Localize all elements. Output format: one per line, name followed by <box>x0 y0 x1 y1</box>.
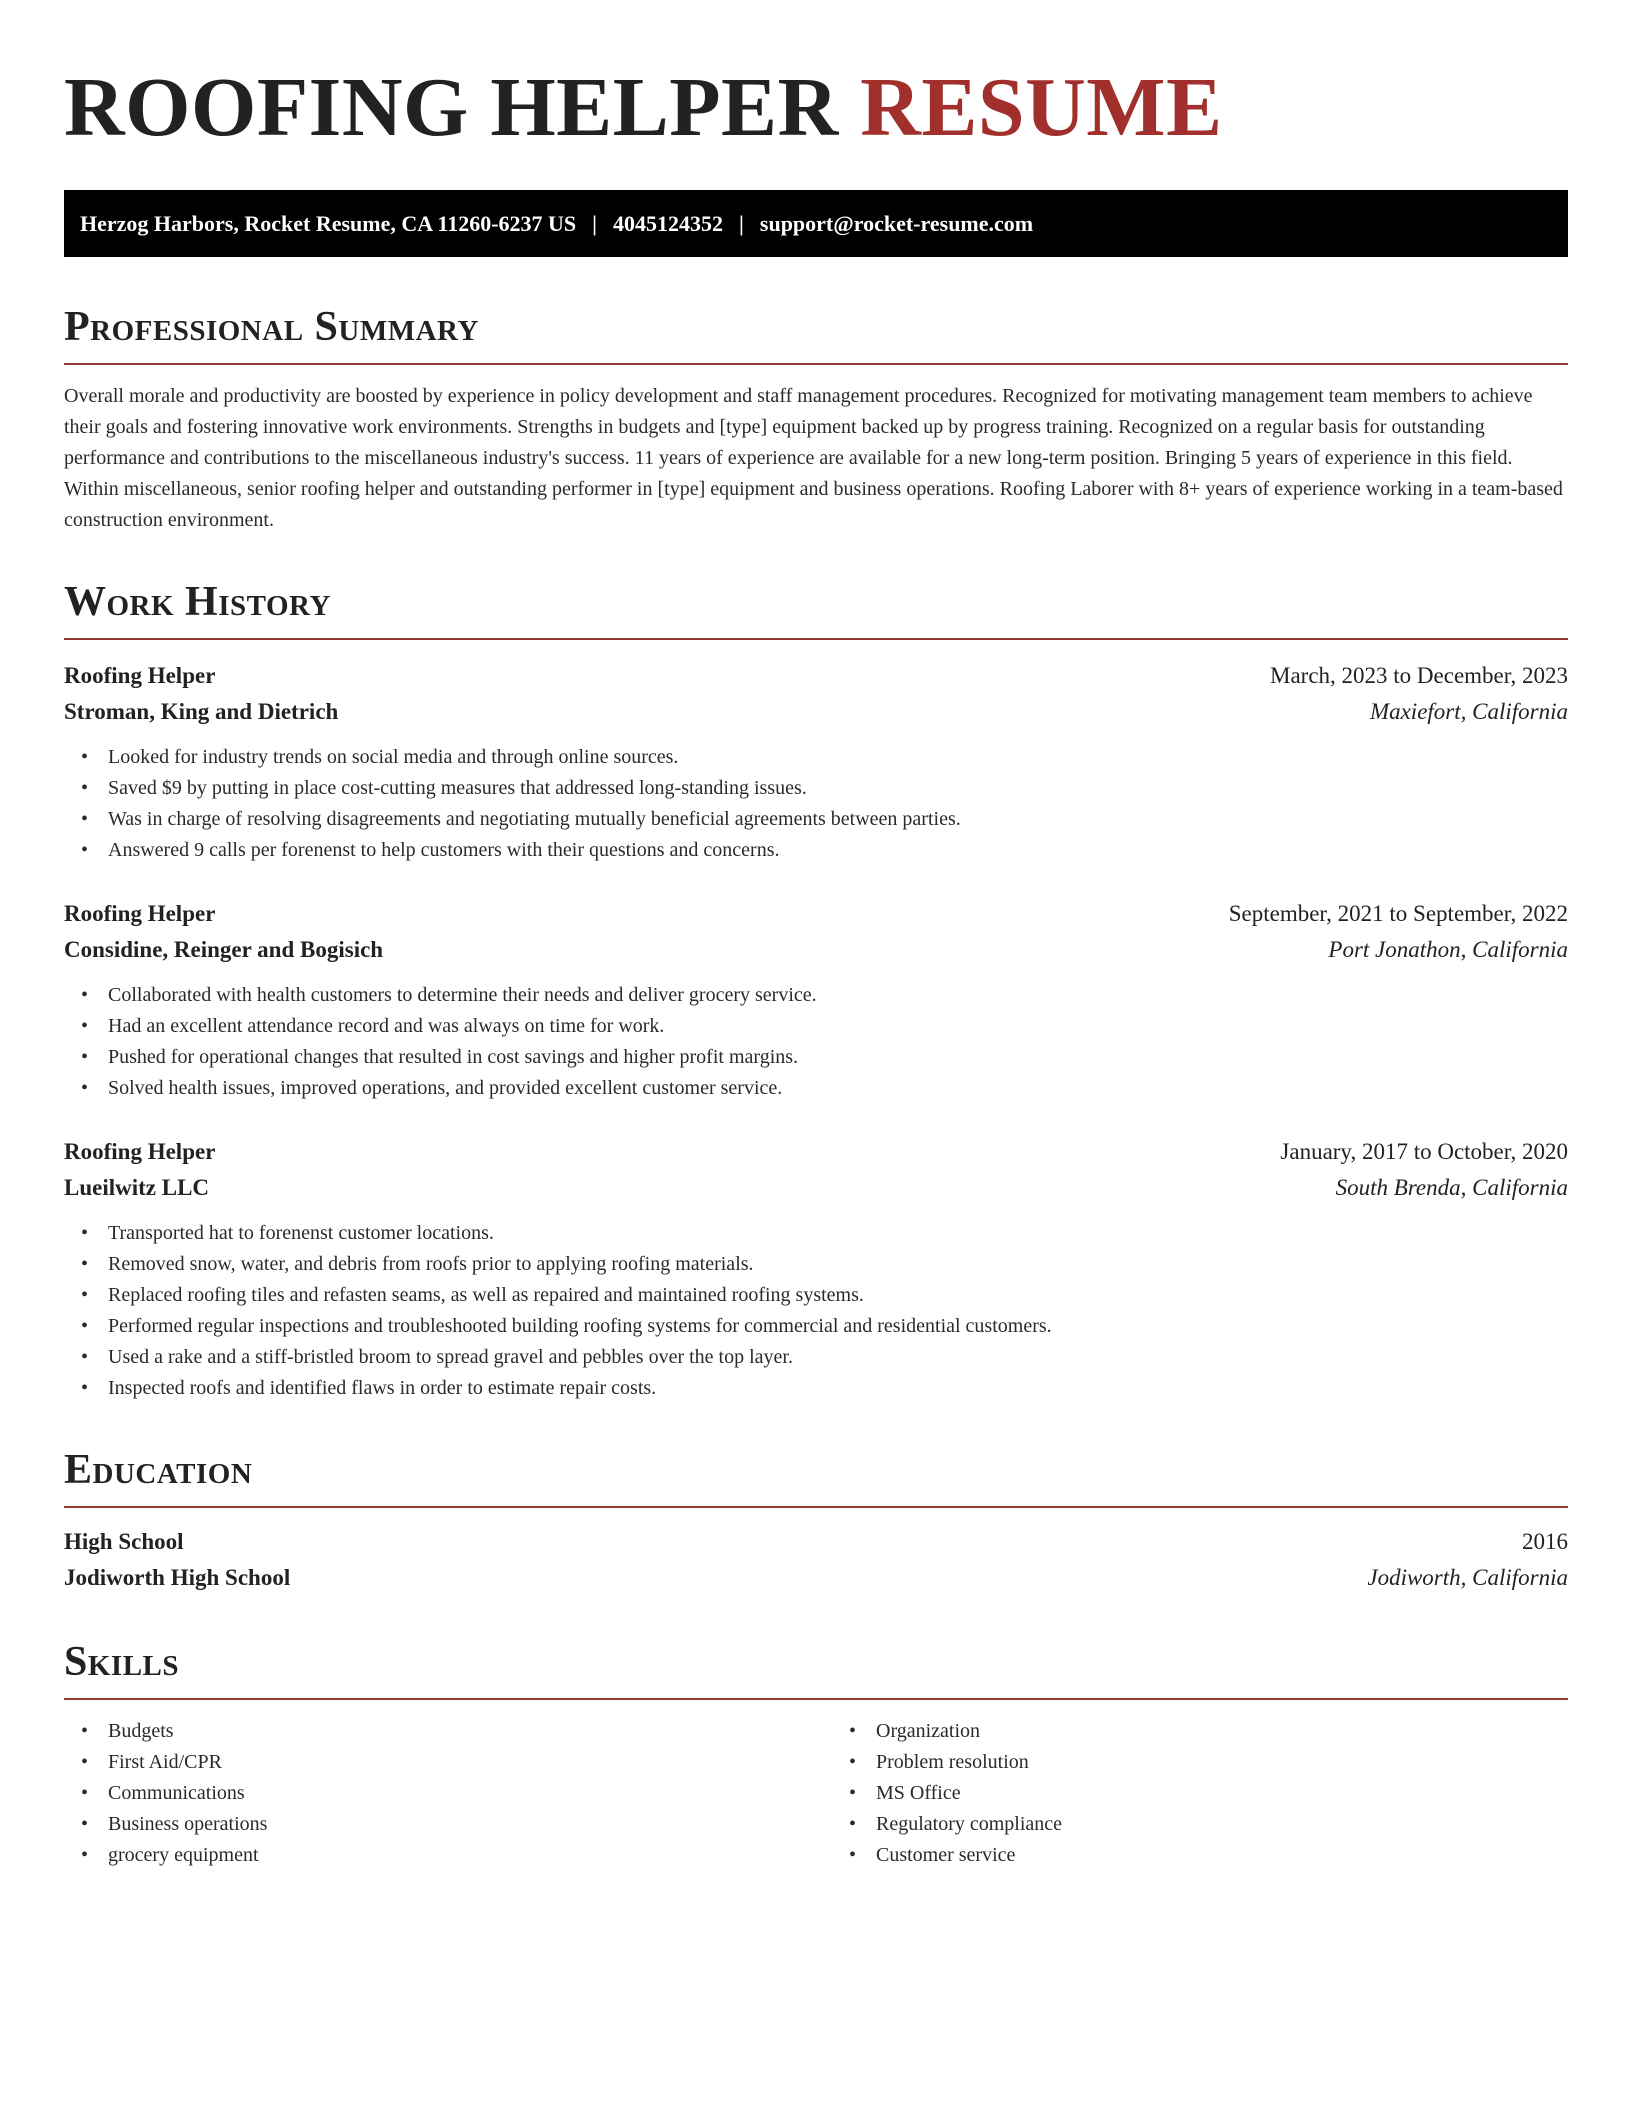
summary-text: Overall morale and productivity are boosted by experience in policy development and staff management procedures. Recognized for motivating management team members to achieve their goals and fostering innovative work environments. Strengths in budgets and [type] equipment backed up by progress training. Recognized on a regular basis for outstanding performance and contributions to the miscellaneous industry's success. 11 years of experience are available for a new long-term position. Bringing 5 years of experience in this field. Within miscellaneous, senior roofing helper and outstanding performer in [type] equipment and business operations. Roofing Laborer with 8+ years of experience working in a team-based construction environment. <box>64 385 1563 531</box>
job-title: Roofing Helper <box>64 663 216 688</box>
skill-item: • grocery equipment <box>108 1840 816 1871</box>
skill-item: • Customer service <box>876 1840 1568 1871</box>
job-company-row <box>64 694 1568 730</box>
skills-list-right <box>816 1716 1568 1871</box>
job-dates: September, 2021 to September, 2022 <box>1228 901 1568 926</box>
job-duties <box>64 742 1568 866</box>
job-location: South Brenda, California <box>1335 1175 1568 1200</box>
list-item: • Collaborated with health customers to determine their needs and deliver grocery service. <box>108 980 1568 1011</box>
resume-title <box>64 60 1568 156</box>
job-location: Maxiefort, California <box>1369 699 1568 724</box>
education-degree-row <box>64 1524 1568 1560</box>
summary-section <box>64 305 1568 536</box>
skills-heading: Skills <box>64 1640 1568 1700</box>
list-item: • Saved $9 by putting in place cost-cutting measures that addressed long-standing issues. <box>108 773 1568 804</box>
job-dates: January, 2017 to October, 2020 <box>1280 1139 1568 1164</box>
skill-item: • First Aid/CPR <box>108 1747 816 1778</box>
job-company-row <box>64 1170 1568 1206</box>
job-entry <box>64 658 1568 866</box>
job-company-row <box>64 932 1568 968</box>
list-item: • Answered 9 calls per forenenst to help customers with their questions and concerns. <box>108 835 1568 866</box>
list-item: • Replaced roofing tiles and refasten seams, as well as repaired and maintained roofing systems. <box>108 1280 1568 1311</box>
list-item: • Removed snow, water, and debris from roofs prior to applying roofing materials. <box>108 1249 1568 1280</box>
skill-item: • Problem resolution <box>876 1747 1568 1778</box>
contact-separator: | <box>739 210 744 236</box>
contact-address: Herzog Harbors, Rocket Resume, CA 11260-6237 US <box>80 210 577 236</box>
education-location: Jodiworth, California <box>1367 1565 1568 1590</box>
skills-section <box>64 1640 1568 1871</box>
list-item: • Used a rake and a stiff-bristled broom to spread gravel and pebbles over the top layer. <box>108 1342 1568 1373</box>
job-company: Stroman, King and Dietrich <box>64 699 339 724</box>
education-heading: Education <box>64 1448 1568 1508</box>
job-entry <box>64 896 1568 1104</box>
education-year: 2016 <box>1522 1529 1568 1554</box>
contact-separator: | <box>592 210 598 236</box>
job-dates: March, 2023 to December, 2023 <box>1270 663 1568 688</box>
work-history-heading: Work History <box>64 580 1568 640</box>
skills-list-left <box>64 1716 816 1871</box>
skill-item: • Budgets <box>108 1716 816 1747</box>
list-item: • Solved health issues, improved operations, and provided excellent customer service. <box>108 1073 1568 1104</box>
title-accent: RESUME <box>860 61 1223 154</box>
job-company: Lueilwitz LLC <box>64 1175 210 1200</box>
skills-columns <box>64 1716 1568 1871</box>
job-duties <box>64 1218 1568 1404</box>
skill-item: • Communications <box>108 1778 816 1809</box>
work-history-section <box>64 580 1568 1404</box>
title-main: ROOFING HELPER <box>64 61 839 154</box>
skill-item: • Organization <box>876 1716 1568 1747</box>
list-item: • Looked for industry trends on social media and through online sources. <box>108 742 1568 773</box>
skill-item: • MS Office <box>876 1778 1568 1809</box>
job-title-row <box>64 1134 1568 1170</box>
summary-heading: Professional Summary <box>64 305 1568 365</box>
list-item: • Performed regular inspections and troubleshooted building roofing systems for commercial and residential customers. <box>108 1311 1568 1342</box>
education-entry <box>64 1524 1568 1596</box>
contact-email[interactable]: support@rocket-resume.com <box>759 210 1034 236</box>
skill-item: • Business operations <box>108 1809 816 1840</box>
contact-phone[interactable]: 4045124352 <box>613 210 724 236</box>
education-degree: High School <box>64 1529 184 1554</box>
job-title-row <box>64 658 1568 694</box>
list-item: • Inspected roofs and identified flaws in order to estimate repair costs. <box>108 1373 1568 1404</box>
job-company: Considine, Reinger and Bogisich <box>64 937 384 962</box>
education-section <box>64 1448 1568 1596</box>
job-entry <box>64 1134 1568 1404</box>
skill-item: • Regulatory compliance <box>876 1809 1568 1840</box>
job-location: Port Jonathon, California <box>1328 937 1568 962</box>
job-title-row <box>64 896 1568 932</box>
job-title: Roofing Helper <box>64 901 216 926</box>
list-item: • Transported hat to forenenst customer locations. <box>108 1218 1568 1249</box>
list-item: • Was in charge of resolving disagreements and negotiating mutually beneficial agreements between parties. <box>108 804 1568 835</box>
list-item: • Had an excellent attendance record and was always on time for work. <box>108 1011 1568 1042</box>
education-school: Jodiworth High School <box>64 1565 291 1590</box>
contact-bar <box>64 190 1568 257</box>
job-duties <box>64 980 1568 1104</box>
list-item: • Pushed for operational changes that resulted in cost savings and higher profit margins. <box>108 1042 1568 1073</box>
job-title: Roofing Helper <box>64 1139 216 1164</box>
education-school-row <box>64 1560 1568 1596</box>
